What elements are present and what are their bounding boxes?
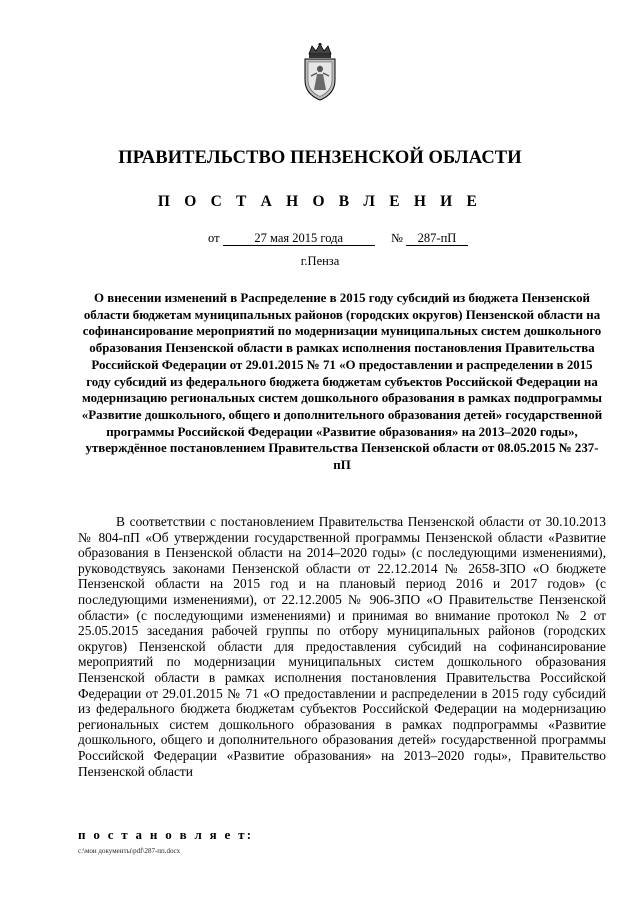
document-type-heading: П О С Т А Н О В Л Е Н И Е [157, 193, 483, 210]
document-number: 287-пП [406, 232, 468, 246]
document-date: 27 мая 2015 года [223, 232, 375, 246]
date-number-line [208, 231, 468, 246]
body-paragraph: В соответствии с постановлением Правительства Пензенской области от 30.10.2013 № 804-пП «Об утверждении государственной программы Пензенской области «Развитие образования в Пензенской области на 2014–2020 годы» (с последующими изменениями), руководствуясь законами Пензенской области от 22.12.2014 № 2658-ЗПО «О бюджете Пензенской области на 2015 год и на плановый период 2016 и 2017 годов» (с последующими изменениями), от 22.12.2005 № 906-ЗПО «О Правительстве Пензенской области» (с последующими изменениями) и принимая во внимание протокол № 2 от 25.05.2015 заседания рабочей группы по отбору муниципальных районов (городских округов) Пензенской области для предоставления субсидий на софинансирование мероприятий по модернизации муниципальных систем дошкольного образования Пензенской области в рамках исполнения постановления Правительства Российской Федерации от 29.01.2015 № 71 «О предоставлении и распределении в 2015 году субсидий из федерального бюджета бюджетам субъектов Российской Федерации на модернизацию региональных систем дошкольного образования в рамках подпрограммы «Развитие дошкольного, общего и дополнительного образования детей» государственной программы Российской Федерации «Развитие образования» на 2013–2020 годы», Правительство Пензенской области [78, 514, 606, 779]
document-subject-title: О внесении изменений в Распределение в 2015 году субсидий из бюджета Пензенской области бюджетам муниципальных районов (городских округов) Пензенской области на софинансирование мероприятий по модернизации муниципальных систем дошкольного образования Пензенской области в рамках исполнения постановления Правительства Российской Федерации от 29.01.2015 № 71 «О предоставлении и распределении в 2015 году субсидий из федерального бюджета бюджетам субъектов Российской Федерации на модернизацию региональных систем дошкольного образования в рамках подпрограммы «Развитие дошкольного, общего и дополнительного образования детей» государственной программы Российской Федерации «Развитие образования» на 2013–2020 годы», утверждённое постановлением Правительства Пензенской области от 08.05.2015 № 237-пП [81, 291, 603, 473]
decree-word: п о с т а н о в л я е т: [78, 827, 254, 842]
government-title: ПРАВИТЕЛЬСТВО ПЕНЗЕНСКОЙ ОБЛАСТИ [118, 148, 522, 168]
date-prefix: от [208, 231, 220, 245]
city-name: г.Пенза [300, 254, 340, 268]
number-prefix: № [390, 231, 403, 245]
footer-file-path: c:\мои документы\pdf\287-пп.docx [78, 847, 181, 855]
coat-of-arms-emblem [297, 42, 343, 102]
coat-of-arms-icon [297, 42, 343, 102]
